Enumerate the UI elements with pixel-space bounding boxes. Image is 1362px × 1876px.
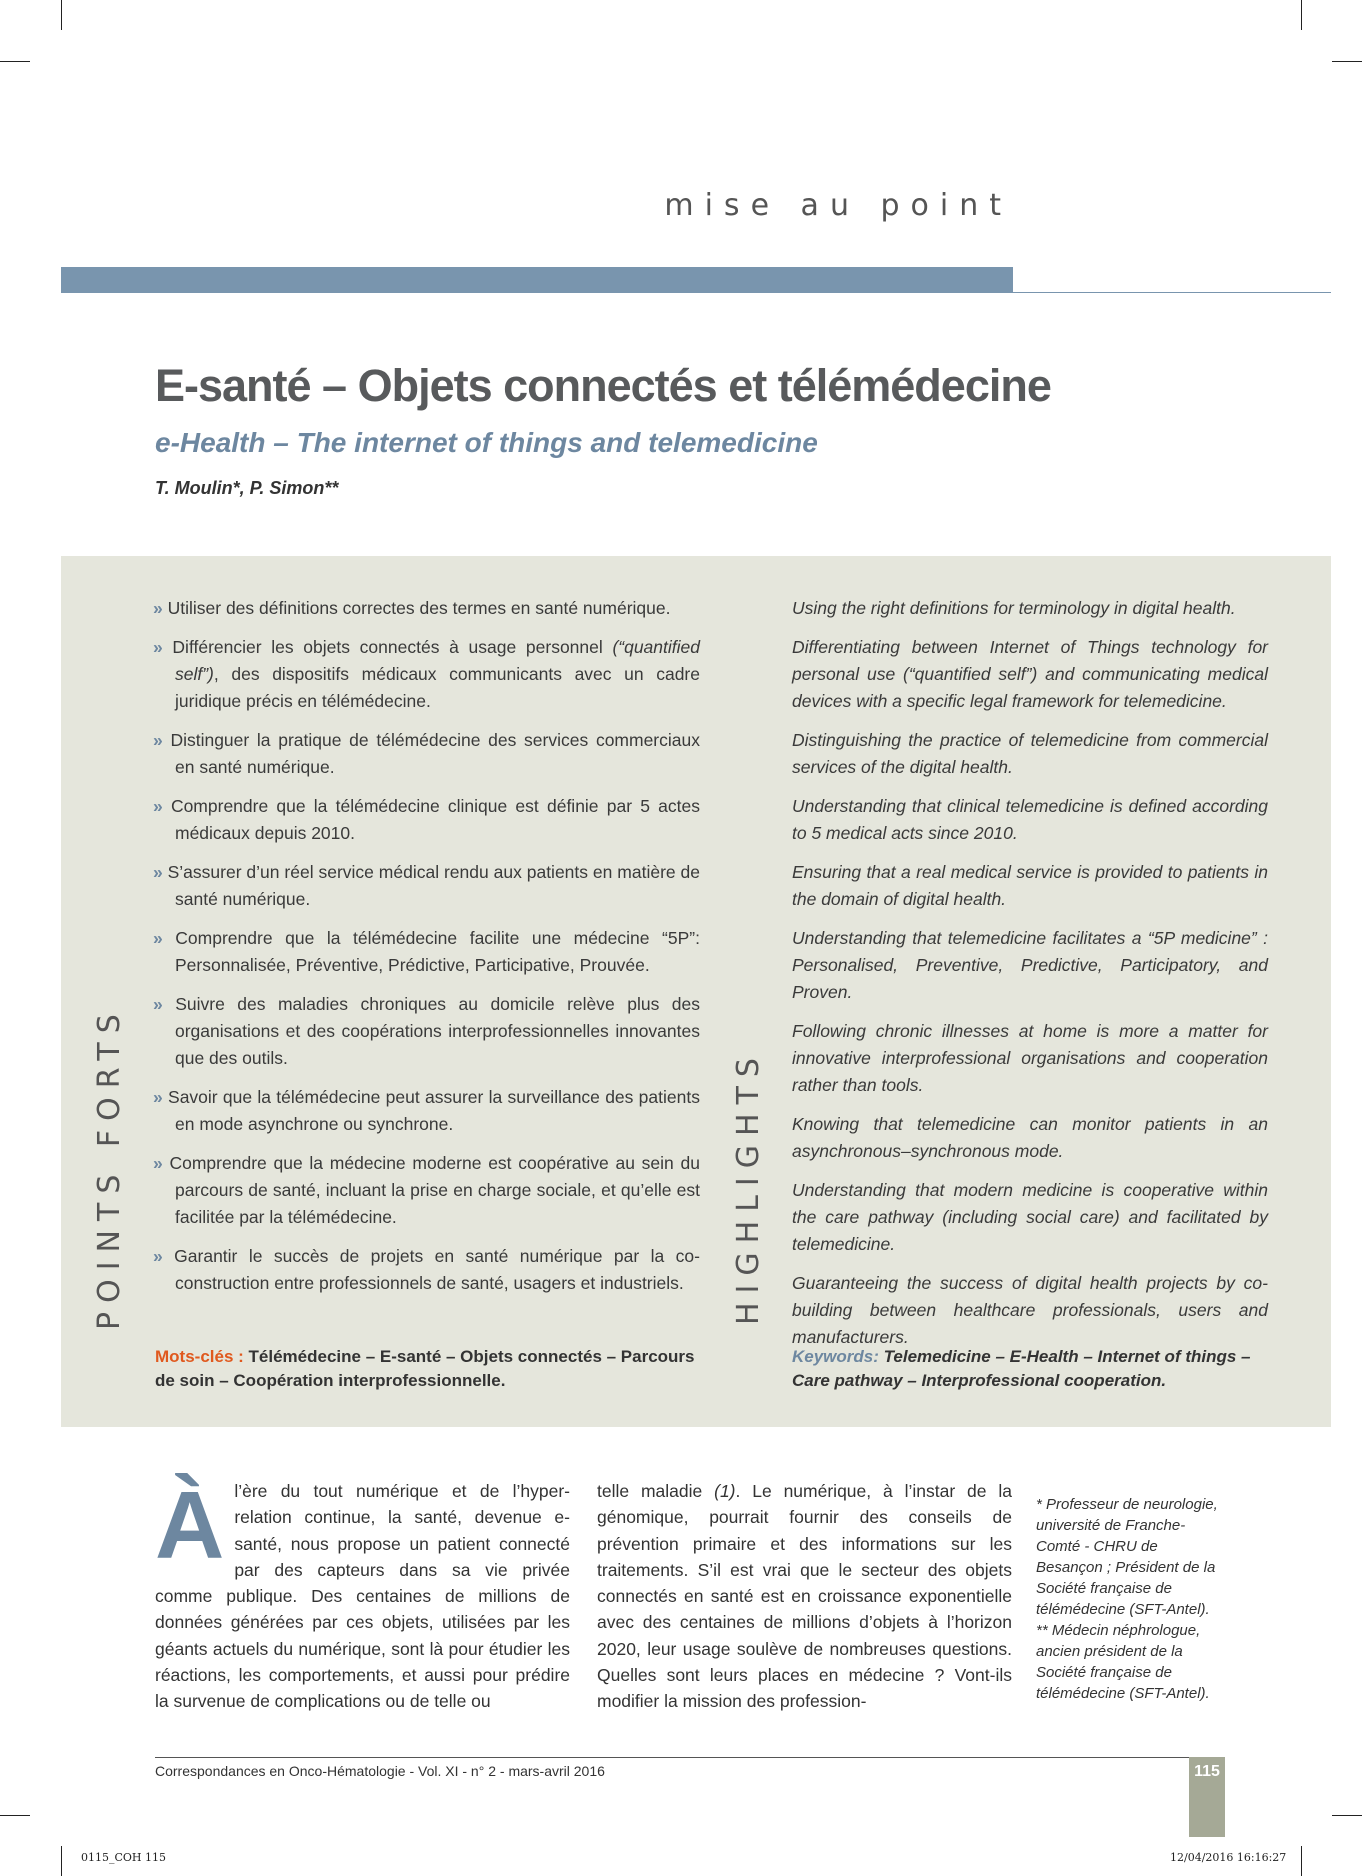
keywords-fr-text: Télémédecine – E-santé – Objets connectés – Parcours de soin – Coopération interprofessionnelle. [155,1347,695,1390]
bullet-icon: » [153,637,163,657]
highlight-fr-item [153,1150,700,1231]
bullet-icon: » [153,928,163,948]
print-slug-right: 12/04/2016 16:16:27 [1170,1851,1287,1864]
body-text-col1: l’ère du tout numérique et de l’hyper-relation continue, la santé, devenue e-santé, nous propose un patient connecté par des capteurs dans sa vie privée comme publique. Des centaines de millions de données générées par ces objets, utilisées par les géants actuels du numérique, sont là pour étudier les réactions, les comportements, et aussi pour prédire la survenue de complications ou de telle ou [155,1481,570,1712]
body-column-2 [597,1478,1012,1715]
keywords-en [792,1345,1268,1393]
highlight-en-item: Following chronic illnesses at home is more a matter for innovative interprofessional organisations and cooperation rather than tools. [792,1021,1268,1095]
bullet-icon: » [153,730,163,750]
page-number: 115 [1189,1757,1225,1837]
keywords-en-label: Keywords: [792,1347,879,1366]
highlight-en-item: Using the right definitions for terminology in digital health. [792,598,1236,618]
bullet-icon: » [153,862,163,882]
highlight-en-item: Guaranteeing the success of digital health projects by co-building between healthcare professionals, users and manufacturers. [792,1273,1268,1347]
highlight-fr-text: Savoir que la télémédecine peut assurer la surveillance des patients en mode asynchrone ou synchrone. [168,1087,700,1134]
article-authors: T. Moulin*, P. Simon** [155,478,339,498]
crop-mark [0,1815,30,1816]
drop-cap: À [155,1472,225,1579]
highlight-fr-item [153,859,700,913]
highlights-label: HIGHLIGHTS [731,1049,766,1325]
highlight-en-item: Understanding that telemedicine facilitates a “5P medicine” : Personalised, Preventive, Predictive, Participatory, and Proven. [792,928,1268,1002]
highlight-en-item: Knowing that telemedicine can monitor patients in an asynchronous–synchronous mode. [792,1114,1268,1161]
article-title: E-santé – Objets connectés et télémédecine [155,360,1051,411]
crop-mark [1332,61,1362,62]
crop-mark [0,61,30,62]
journal-citation: Correspondances en Onco-Hématologie - Vol. XI - n° 2 - mars-avril 2016 [155,1763,605,1779]
bullet-icon: » [153,1153,163,1173]
highlight-fr-item [153,793,700,847]
highlight-en-item: Understanding that clinical telemedicine is defined according to 5 medical acts since 2010. [792,796,1268,843]
highlight-fr-text: Distinguer la pratique de télémédecine des services commerciaux en santé numérique. [170,730,700,777]
highlight-fr-item [153,1243,700,1297]
keywords-fr-label: Mots-clés : [155,1347,244,1366]
points-forts-label: POINTS FORTS [92,1005,127,1330]
bullet-icon: » [153,1246,163,1266]
bullet-icon: » [153,598,163,618]
highlight-en-item: Ensuring that a real medical service is provided to patients in the domain of digital health. [792,862,1268,909]
header-bar [61,267,1013,293]
crop-mark [61,0,62,30]
highlight-fr-text: Différencier les objets connectés à usage personnel [172,637,613,657]
keywords-en-text: Telemedicine – E-Health – Internet of things – Care pathway – Interprofessional cooperation. [792,1347,1251,1390]
highlight-fr-item [153,595,700,622]
crop-mark [61,1846,62,1876]
section-label: mise au point [664,188,1012,223]
bullet-icon: » [153,1087,163,1107]
highlight-en-item: Distinguishing the practice of telemedicine from commercial services of the digital health. [792,730,1268,777]
highlight-fr-item [153,634,700,715]
highlight-fr-text: Suivre des maladies chroniques au domicile relève plus des organisations et des coopérations interprofessionnelles innovantes que des outils. [175,994,700,1068]
highlight-fr-text: Utiliser des définitions correctes des termes en santé numérique. [167,598,671,618]
highlights-en-list [792,595,1268,1363]
author-footnotes [1036,1494,1226,1704]
highlight-fr-emphasis: (“quantified self”) [175,637,700,684]
body-text-col2-start: telle maladie [597,1481,715,1501]
highlight-fr-text: Comprendre que la télémédecine facilite une médecine “5P”: Personnalisée, Préventive, Prédictive, Participative, Prouvée. [175,928,700,975]
keywords-fr [155,1345,700,1393]
highlight-fr-text: Garantir le succès de projets en santé numérique par la co-construction entre professionnels de santé, usagers et industriels. [174,1246,700,1293]
highlight-fr-text: Comprendre que la télémédecine clinique est définie par 5 actes médicaux depuis 2010. [170,796,700,843]
highlight-fr-text: , des dispositifs médicaux communicants avec un cadre juridique précis en télémédecine. [175,664,700,711]
highlight-fr-item [153,925,700,979]
body-text-col2: . Le numérique, à l’instar de la génomique, pourrait fournir des conseils de prévention primaire et des informations sur les traitements. S’il est vrai que le secteur des objets connectés en santé est en croissance exponentielle avec des centaines de millions d’objets à l’horizon 2020, leur usage soulève de nombreuses questions. Quelles sont leurs places en médecine ? Vont-ils modifier la mission des profession- [597,1481,1012,1712]
footnote-1: * Professeur de neurologie, université de Franche-Comté - CHRU de Besançon ; Président de la Société française de télémédecine (SFT-Antel). [1036,1496,1218,1618]
crop-mark [1301,0,1302,30]
footnote-2: ** Médecin néphrologue, ancien président de la Société française de télémédecine (SFT-Antel). [1036,1622,1210,1702]
crop-mark [1332,1815,1362,1816]
crop-mark [1301,1846,1302,1876]
highlights-fr-list [153,595,700,1309]
highlight-en-item: Differentiating between Internet of Things technology for personal use (“quantified self”) and communicating medical devices with a specific legal framework for telemedicine. [792,637,1268,711]
highlight-fr-item [153,991,700,1072]
article-subtitle: e-Health – The internet of things and telemedicine [155,427,818,458]
header-rule [1013,292,1331,293]
body-column-1 [155,1472,570,1715]
highlight-fr-text: Comprendre que la médecine moderne est coopérative au sein du parcours de santé, incluant la prise en charge sociale, et qu’elle est facilitée par la télémédecine. [169,1153,700,1227]
highlight-fr-item [153,727,700,781]
footer-rule [155,1757,1225,1758]
highlight-fr-item [153,1084,700,1138]
highlight-fr-text: S’assurer d’un réel service médical rendu aux patients en matière de santé numérique. [167,862,700,909]
reference-link[interactable]: (1) [714,1481,736,1501]
bullet-icon: » [153,994,163,1014]
bullet-icon: » [153,796,163,816]
highlight-en-item: Understanding that modern medicine is cooperative within the care pathway (including social care) and facilitated by telemedicine. [792,1180,1268,1254]
print-slug-left: 0115_COH 115 [81,1851,167,1864]
